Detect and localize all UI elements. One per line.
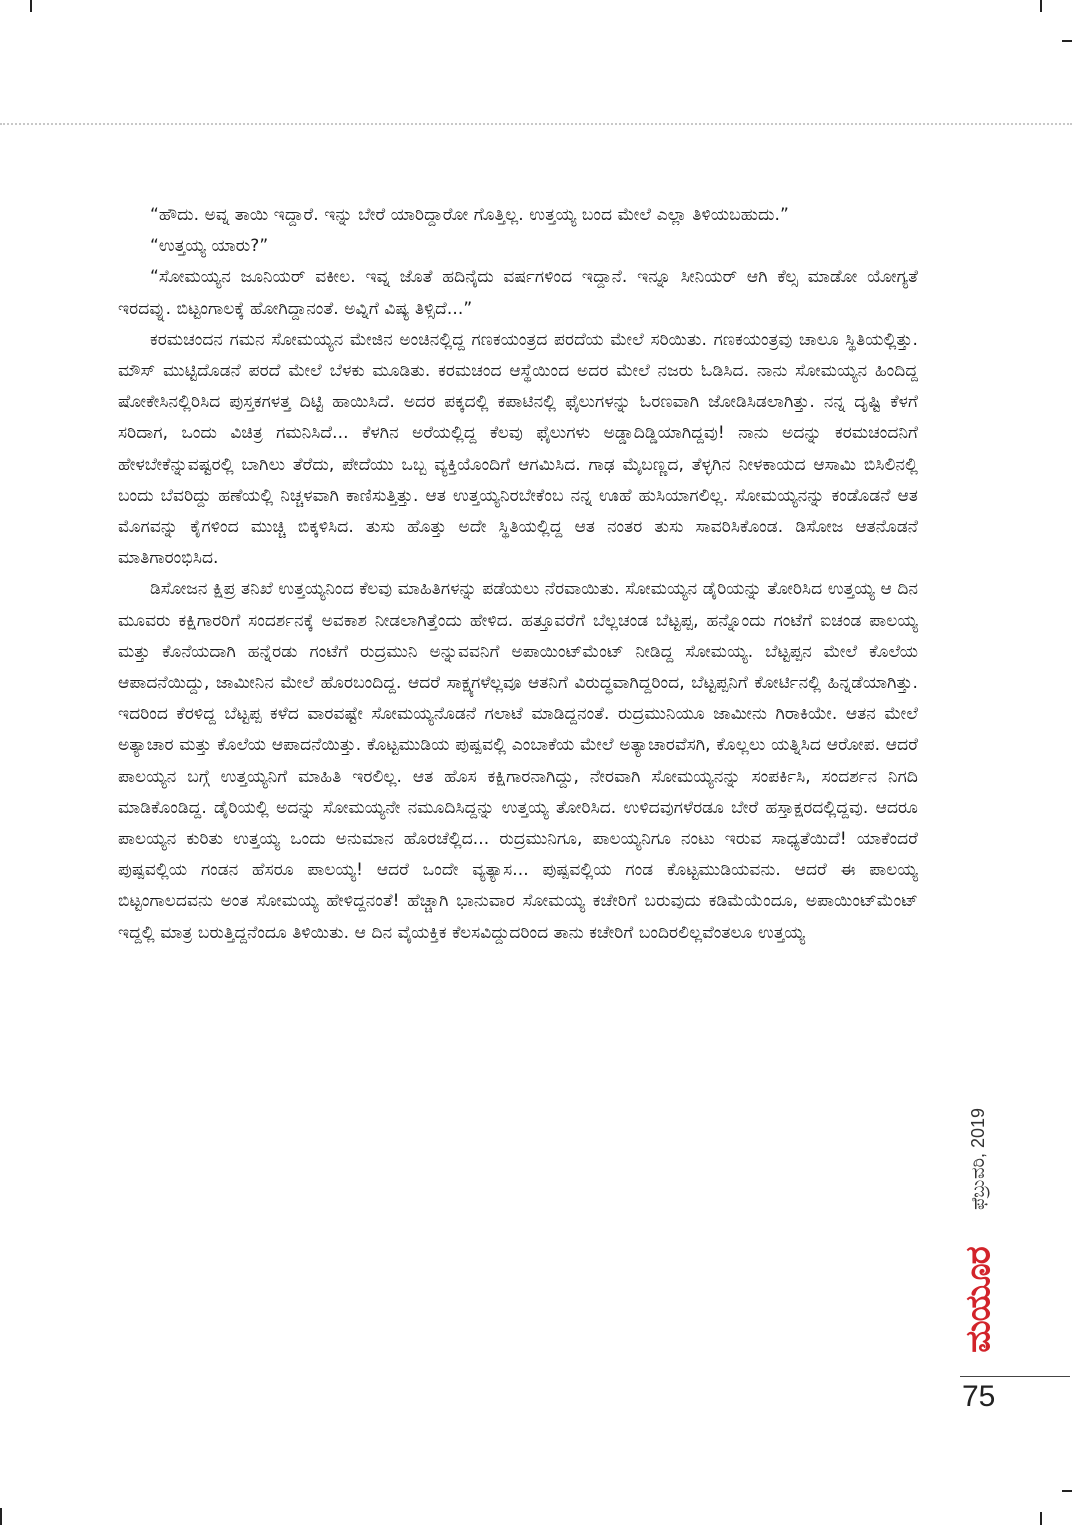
paragraph: “ಉತ್ತಯ್ಯ ಯಾರು?” [150,236,269,257]
paragraph: ಡಿಸೋಜನ ಕ್ಷಿಪ್ರ ತನಿಖೆ ಉತ್ತಯ್ಯನಿಂದ ಕೆಲವು ಮಾಹಿತಿಗಳನ್ನು ಪಡೆಯಲು ನೆರವಾಯಿತು. ಸೋಮಯ್ಯನ ಡೈರಿಯನ್ನು ತೋರಿಸಿದ ಉತ್ತಯ್ಯ ಆ ದಿನ ಮೂವರು ಕಕ್ಷಿಗಾರರಿಗೆ ಸಂದರ್ಶನಕ್ಕೆ ಅವಕಾಶ ನೀಡಲಾಗಿತ್ತೆಂದು ಹೇಳಿದ. ಹತ್ತೂವರೆಗೆ ಬೆಲ್ಲಚಂಡ ಬೆಟ್ಟಪ್ಪ, ಹನ್ನೊಂದು ಗಂಟೆಗೆ ಐಚಂಡ ಪಾಲಯ್ಯ ಮತ್ತು ಕೊನೆಯದಾಗಿ ಹನ್ನೆರಡು ಗಂಟೆಗೆ ರುದ್ರಮುನಿ ಅನ್ನುವವನಿಗೆ ಅಪಾಯಿಂಟ್‌ಮೆಂಟ್ ನೀಡಿದ್ದ ಸೋಮಯ್ಯ. ಬೆಟ್ಟಪ್ಪನ ಮೇಲೆ ಕೊಲೆಯ ಆಪಾದನೆಯಿದ್ದು, ಜಾಮೀನಿನ ಮೇಲೆ ಹೊರಬಂದಿದ್ದ. ಆದರೆ ಸಾಕ್ಷ್ಯಗಳೆಲ್ಲವೂ ಆತನಿಗೆ ವಿರುದ್ಧವಾಗಿದ್ದರಿಂದ, ಬೆಟ್ಟಪ್ಪನಿಗೆ ಕೋರ್ಟಿನಲ್ಲಿ ಹಿನ್ನಡೆಯಾಗಿತ್ತು. ಇದರಿಂದ ಕೆರಳಿದ್ದ ಬೆಟ್ಟಪ್ಪ ಕಳೆದ ವಾರವಷ್ಟೇ ಸೋಮಯ್ಯನೊಡನೆ ಗಲಾಟೆ ಮಾಡಿದ್ದನಂತೆ. ರುದ್ರಮುನಿಯೂ ಜಾಮೀನು ಗಿರಾಕಿಯೇ. ಆತನ ಮೇಲೆ ಅತ್ಯಾಚಾರ ಮತ್ತು ಕೊಲೆಯ ಆಪಾದನೆಯಿತ್ತು. ಕೊಟ್ಟಮುಡಿಯ ಪುಷ್ಪವಲ್ಲಿ ಎಂಬಾಕೆಯ ಮೇಲೆ ಅತ್ಯಾಚಾರವೆಸಗಿ, ಕೊಲ್ಲಲು ಯತ್ನಿಸಿದ ಆರೋಪ. ಆದರೆ ಪಾಲಯ್ಯನ ಬಗ್ಗೆ ಉತ್ತಯ್ಯನಿಗೆ ಮಾಹಿತಿ ಇರಲಿಲ್ಲ. ಆತ ಹೊಸ ಕಕ್ಷಿಗಾರನಾಗಿದ್ದು, ನೇರವಾಗಿ ಸೋಮಯ್ಯನನ್ನು ಸಂಪರ್ಕಿಸಿ, ಸಂದರ್ಶನ ನಿಗದಿ ಮಾಡಿಕೊಂಡಿದ್ದ. ಡೈರಿಯಲ್ಲಿ ಅದನ್ನು ಸೋಮಯ್ಯನೇ ನಮೂದಿಸಿದ್ದನ್ನು ಉತ್ತಯ್ಯ ತೋರಿಸಿದ. ಉಳಿದವುಗಳೆರಡೂ ಬೇರೆ ಹಸ್ತಾಕ್ಷರದಲ್ಲಿದ್ದವು. ಆದರೂ ಪಾಲಯ್ಯನ ಕುರಿತು ಉತ್ತಯ್ಯ ಒಂದು ಅನುಮಾನ ಹೊರಚೆಲ್ಲಿದ... ರುದ್ರಮುನಿಗೂ, ಪಾಲಯ್ಯನಿಗೂ ನಂಟು ಇರುವ ಸಾಧ್ಯತೆಯಿದೆ! ಯಾಕೆಂದರೆ ಪುಷ್ಪವಲ್ಲಿಯ ಗಂಡನ ಹೆಸರೂ ಪಾಲಯ್ಯ! ಆದರೆ ಒಂದೇ ವ್ಯತ್ಯಾಸ... ಪುಷ್ಪವಲ್ಲಿಯ ಗಂಡ ಕೊಟ್ಟಮುಡಿಯವನು. ಆದರೆ ಈ ಪಾಲಯ್ಯ ಬಿಟ್ಟಂಗಾಲದವನು ಅಂತ ಸೋಮಯ್ಯ ಹೇಳಿದ್ದನಂತೆ! ಹೆಚ್ಚಾಗಿ ಭಾನುವಾರ ಸೋಮಯ್ಯ ಕಚೇರಿಗೆ ಬರುವುದು ಕಡಿಮೆಯೆಂದೂ, ಅಪಾಯಿಂಟ್‌ಮೆಂಟ್ ಇದ್ದಲ್ಲಿ ಮಾತ್ರ ಬರುತ್ತಿದ್ದನೆಂದೂ ತಿಳಿಯಿತು. ಆ ದಿನ ವೈಯಕ್ತಿಕ ಕೆಲಸವಿದ್ದುದರಿಂದ ತಾನು ಕಚೇರಿಗೆ ಬಂದಿರಲಿಲ್ಲವೆಂತಲೂ ಉತ್ತಯ್ಯ [118,579,918,943]
crop-mark-bottom-right [1040,1512,1042,1525]
magazine-logo-text: ಮಯೂರ [959,1247,999,1353]
paragraph: “ಹೌದು. ಅವ್ನ ತಾಯಿ ಇದ್ದಾರೆ. ಇನ್ನು ಬೇರೆ ಯಾರಿದ್ದಾರೋ ಗೊತ್ತಿಲ್ಲ. ಉತ್ತಯ್ಯ ಬಂದ ಮೇಲೆ ಎಲ್ಲಾ ತಿಳಿಯಬಹುದು.” [150,205,789,225]
paragraph: ಕರಮಚಂದನ ಗಮನ ಸೋಮಯ್ಯನ ಮೇಜಿನ ಅಂಚಿನಲ್ಲಿದ್ದ ಗಣಕಯಂತ್ರದ ಪರದೆಯ ಮೇಲೆ ಸರಿಯಿತು. ಗಣಕಯಂತ್ರವು ಚಾಲೂ ಸ್ಥಿತಿಯಲ್ಲಿತ್ತು. ಮೌಸ್ ಮುಟ್ಟಿದೊಡನೆ ಪರದೆ ಮೇಲೆ ಬೆಳಕು ಮೂಡಿತು. ಕರಮಚಂದ ಆಸ್ಥೆಯಿಂದ ಅದರ ಮೇಲೆ ನಜರು ಓಡಿಸಿದ. ನಾನು ಸೋಮಯ್ಯನ ಹಿಂದಿದ್ದ ಷೋಕೇಸಿನಲ್ಲಿರಿಸಿದ ಪುಸ್ತಕಗಳತ್ತ ದಿಟ್ಟಿ ಹಾಯಿಸಿದೆ. ಅದರ ಪಕ್ಕದಲ್ಲಿ ಕಪಾಟಿನಲ್ಲಿ ಫೈಲುಗಳನ್ನು ಓರಣವಾಗಿ ಜೋಡಿಸಿಡಲಾಗಿತ್ತು. ನನ್ನ ದೃಷ್ಟಿ ಕೆಳಗೆ ಸರಿದಾಗ, ಒಂದು ವಿಚಿತ್ರ ಗಮನಿಸಿದೆ... ಕೆಳಗಿನ ಅರೆಯಲ್ಲಿದ್ದ ಕೆಲವು ಫೈಲುಗಳು ಅಡ್ಡಾದಿಡ್ಡಿಯಾಗಿದ್ದವು! ನಾನು ಅದನ್ನು ಕರಮಚಂದನಿಗೆ ಹೇಳಬೇಕೆನ್ನುವಷ್ಟರಲ್ಲಿ ಬಾಗಿಲು ತೆರೆದು, ಪೇದೆಯು ಒಬ್ಬ ವ್ಯಕ್ತಿಯೊಂದಿಗೆ ಆಗಮಿಸಿದ. ಗಾಢ ಮೈಬಣ್ಣದ, ತೆಳ್ಳಗಿನ ನೀಳಕಾಯದ ಆಸಾಮಿ ಬಿಸಿಲಿನಲ್ಲಿ ಬಂದು ಬೆವರಿದ್ದು ಹಣೆಯಲ್ಲಿ ನಿಚ್ಚಳವಾಗಿ ಕಾಣಿಸುತ್ತಿತ್ತು. ಆತ ಉತ್ತಯ್ಯನಿರಬೇಕೆಂಬ ನನ್ನ ಊಹೆ ಹುಸಿಯಾಗಲಿಲ್ಲ. ಸೋಮಯ್ಯನನ್ನು ಕಂಡೊಡನೆ ಆತ ಮೊಗವನ್ನು ಕೈಗಳಿಂದ ಮುಚ್ಚಿ ಬಿಕ್ಕಳಿಸಿದ. ತುಸು ಹೊತ್ತು ಅದೇ ಸ್ಥಿತಿಯಲ್ಲಿದ್ದ ಆತ ನಂತರ ತುಸು ಸಾವರಿಸಿಕೊಂಡ. ಡಿಸೋಜ ಆತನೊಡನೆ ಮಾತಿಗಾರಂಭಿಸಿದ. [118,329,918,569]
paragraph: “ಸೋಮಯ್ಯನ ಜೂನಿಯರ್ ವಕೀಲ. ಇವ್ನ ಜೊತೆ ಹದಿನೈದು ವರ್ಷಗಳಿಂದ ಇದ್ದಾನೆ. ಇನ್ನೂ ಸೀನಿಯರ್ ಆಗಿ ಕೆಲ್ಸ ಮಾಡೋ ಯೋಗ್ಯತೆ ಇರದವ್ನು. ಬಿಟ್ಟಂಗಾಲಕ್ಕೆ ಹೋಗಿದ್ದಾನಂತೆ. ಅವ್ನಿಗೆ ವಿಷ್ಯ ತಿಳ್ಸಿದೆ...” [118,267,918,319]
issue-date: ಫೆಬ್ರುವರಿ, 2019 [968,1107,988,1210]
crop-mark-bottom-left [0,1508,2,1525]
header-dotted-rule [0,123,1072,125]
crop-mark-right-bottom [1062,1490,1072,1492]
page-number: 75 [962,1380,996,1413]
magazine-logo [958,1230,1000,1370]
crop-mark-top-left [30,0,32,12]
page-number-rule [960,1376,1070,1377]
crop-mark-top-right [1040,0,1042,12]
article-body [118,200,918,949]
crop-mark-right-top [1062,40,1072,42]
